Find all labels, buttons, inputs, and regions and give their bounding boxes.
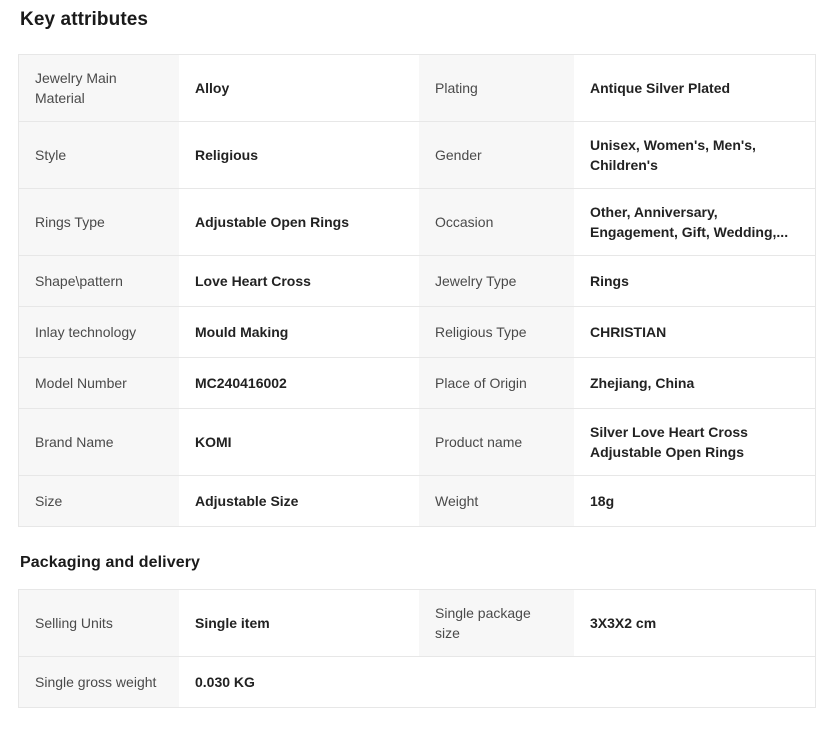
- table-row: [19, 408, 815, 475]
- attr-value: Religious: [179, 122, 419, 188]
- attr-label: Size: [19, 476, 179, 526]
- attr-value: Alloy: [179, 55, 419, 121]
- attr-label: Single package size: [419, 590, 574, 656]
- attr-value: Antique Silver Plated: [574, 55, 815, 121]
- attr-value: Mould Making: [179, 307, 419, 357]
- attr-label: Brand Name: [19, 409, 179, 475]
- attr-label: Product name: [419, 409, 574, 475]
- packaging-title: Packaging and delivery: [20, 554, 201, 571]
- attr-label: Selling Units: [19, 590, 179, 656]
- attr-value: Other, Anniversary, Engagement, Gift, Wedding,...: [574, 189, 815, 255]
- table-row: [19, 188, 815, 255]
- key-attributes-title: Key attributes: [20, 9, 149, 30]
- attr-label: Plating: [419, 55, 574, 121]
- attr-value: 18g: [574, 476, 815, 526]
- packaging-table: [18, 589, 816, 708]
- attr-value: Adjustable Size: [179, 476, 419, 526]
- attr-value: Adjustable Open Rings: [179, 189, 419, 255]
- attr-label: Gender: [419, 122, 574, 188]
- attr-value: Love Heart Cross: [179, 256, 419, 306]
- attr-label: Place of Origin: [419, 358, 574, 408]
- table-row: [19, 656, 815, 707]
- table-row: [19, 357, 815, 408]
- attr-label: Occasion: [419, 189, 574, 255]
- attr-value: 0.030 KG: [179, 657, 815, 707]
- attr-value: Silver Love Heart Cross Adjustable Open Rings: [574, 409, 815, 475]
- attr-label: Religious Type: [419, 307, 574, 357]
- attr-label: Single gross weight: [19, 657, 179, 707]
- table-row: [19, 306, 815, 357]
- attr-label: Style: [19, 122, 179, 188]
- attr-value: Single item: [179, 590, 419, 656]
- attr-value: MC240416002: [179, 358, 419, 408]
- table-row: [19, 121, 815, 188]
- table-row: [19, 475, 815, 526]
- attr-value: CHRISTIAN: [574, 307, 815, 357]
- key-attributes-table: [18, 54, 816, 527]
- attr-label: Weight: [419, 476, 574, 526]
- table-row: [19, 590, 815, 656]
- attr-value: 3X3X2 cm: [574, 590, 815, 656]
- attr-label: Jewelry Type: [419, 256, 574, 306]
- attr-value: KOMI: [179, 409, 419, 475]
- attr-label: Jewelry Main Material: [19, 55, 179, 121]
- table-row: [19, 55, 815, 121]
- attr-label: Inlay technology: [19, 307, 179, 357]
- attr-label: Model Number: [19, 358, 179, 408]
- attr-value: Zhejiang, China: [574, 358, 815, 408]
- attr-label: Shape\pattern: [19, 256, 179, 306]
- table-row: [19, 255, 815, 306]
- attr-value: Rings: [574, 256, 815, 306]
- attr-label: Rings Type: [19, 189, 179, 255]
- attr-value: Unisex, Women's, Men's, Children's: [574, 122, 815, 188]
